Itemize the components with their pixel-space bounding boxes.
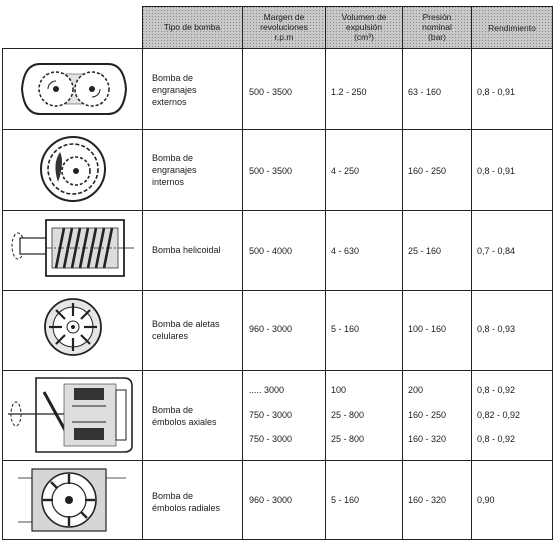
header-presion	[403, 12, 471, 42]
external-gear-pump-icon	[18, 56, 130, 122]
header-margen	[243, 12, 325, 42]
grid-line	[552, 6, 553, 540]
header-volumen	[326, 12, 402, 42]
grid-line	[471, 6, 472, 540]
pressure-cell: 160 - 250	[408, 410, 447, 420]
rpm-cell: 500 - 3500	[249, 87, 293, 97]
volume-cell: 1.2 - 250	[331, 87, 367, 97]
efficiency-cell: 0,8 - 0,92	[477, 385, 516, 395]
volume-cell: 5 - 160	[331, 324, 360, 334]
pump-name-line: Bomba helicoidal	[152, 245, 221, 255]
pump-name-line: engranajes	[152, 85, 197, 95]
pump-name	[152, 152, 197, 188]
grid-line	[402, 6, 403, 540]
efficiency-cell: 0,8 - 0,93	[477, 324, 516, 334]
efficiency-cell: 0,8 - 0,92	[477, 434, 516, 444]
axial-piston-pump-icon	[6, 374, 138, 456]
rpm-cell: 960 - 3000	[249, 324, 293, 334]
efficiency-cell: 0,82 - 0,92	[477, 410, 521, 420]
efficiency-cell: 0,7 - 0,84	[477, 246, 516, 256]
volume-cell: 25 - 800	[331, 434, 365, 444]
grid-line	[142, 6, 553, 7]
pump-name-line: Bomba de	[152, 405, 194, 415]
header-rendimiento: Rendimiento	[488, 23, 536, 33]
header-margen-line: Margen de	[263, 12, 305, 22]
header-presion-line: (bar)	[428, 32, 446, 42]
pressure-cell: 200	[408, 385, 424, 395]
pump-name-line: externos	[152, 97, 187, 107]
pump-name	[152, 318, 220, 342]
efficiency-cell: 0,8 - 0,91	[477, 166, 516, 176]
header-margen-line: revoluciones	[260, 22, 308, 32]
pump-name-line: Bomba de	[152, 491, 194, 501]
volume-cell: 5 - 160	[331, 495, 360, 505]
pressure-cell: 160 - 250	[408, 166, 447, 176]
internal-gear-pump-icon	[38, 134, 108, 204]
pressure-cell: 160 - 320	[408, 495, 447, 505]
pressure-cell: 63 - 160	[408, 87, 442, 97]
helical-pump-icon	[6, 214, 138, 284]
rpm-cell: 960 - 3000	[249, 495, 293, 505]
rpm-cell: 500 - 4000	[249, 246, 293, 256]
pressure-cell: 160 - 320	[408, 434, 447, 444]
pump-name	[152, 72, 197, 108]
pressure-cell: 25 - 160	[408, 246, 442, 256]
pump-name-line: internos	[152, 177, 185, 187]
pump-name-line: Bomba de	[152, 73, 194, 83]
pump-name-line: Bomba de aletas	[152, 319, 220, 329]
efficiency-cell: 0,8 - 0,91	[477, 87, 516, 97]
pump-name	[152, 490, 220, 514]
grid-line	[242, 6, 243, 540]
pump-name-line: émbolos radiales	[152, 503, 221, 513]
pump-name-line: engranajes	[152, 165, 197, 175]
header-volumen-line: Volumen de	[341, 12, 387, 22]
header-tipo: Tipo de bomba	[163, 22, 221, 32]
pump-name	[152, 244, 221, 256]
rpm-cell: 500 - 3500	[249, 166, 293, 176]
volume-cell: 4 - 250	[331, 166, 360, 176]
pressure-cell: 100 - 160	[408, 324, 447, 334]
pump-name-line: émbolos axiales	[152, 417, 217, 427]
pump-name	[152, 404, 217, 428]
header-presion-line: Presión	[422, 12, 452, 22]
efficiency-cell: 0,90	[477, 495, 495, 505]
volume-cell: 25 - 800	[331, 410, 365, 420]
header-volumen-line: (cm³)	[354, 32, 374, 42]
grid-line	[142, 6, 143, 540]
header-presion-line: nominal	[422, 22, 452, 32]
header-volumen-line: expulsión	[346, 22, 382, 32]
grid-line	[2, 48, 3, 540]
volume-cell: 100	[331, 385, 347, 395]
vane-pump-icon	[42, 294, 104, 360]
radial-piston-pump-icon	[18, 466, 130, 534]
rpm-cell: 750 - 3000	[249, 434, 293, 444]
volume-cell: 4 - 630	[331, 246, 360, 256]
pump-name-line: Bomba de	[152, 153, 194, 163]
rpm-cell: ..... 3000	[249, 385, 285, 395]
pump-name-line: celulares	[152, 331, 189, 341]
grid-line	[325, 6, 326, 540]
rpm-cell: 750 - 3000	[249, 410, 293, 420]
header-margen-line: r.p.m	[274, 32, 294, 42]
